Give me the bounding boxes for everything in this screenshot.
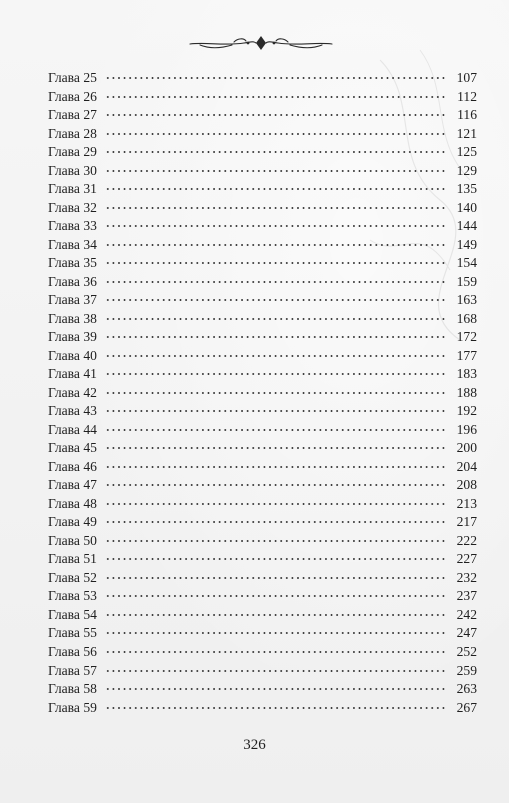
toc-entry-page: 125 <box>456 144 477 160</box>
toc-entry-page: 172 <box>456 329 477 345</box>
dot-leader <box>105 540 445 542</box>
dot-leader <box>105 651 445 653</box>
toc-entry-title: Глава 33 <box>48 218 97 234</box>
toc-entry <box>48 310 477 329</box>
toc-entry-page: 183 <box>456 366 477 382</box>
dot-leader <box>105 133 445 135</box>
toc-entry <box>48 402 477 421</box>
toc-entry-page: 177 <box>456 347 477 363</box>
dot-leader <box>105 207 445 209</box>
toc-entry <box>48 291 477 310</box>
toc-entry-page: 159 <box>456 273 477 289</box>
page-number: 326 <box>243 737 266 753</box>
toc-entry-title: Глава 59 <box>48 699 97 715</box>
toc-entry-title: Глава 48 <box>48 495 97 511</box>
toc-entry-title: Глава 27 <box>48 107 97 123</box>
toc-entry <box>48 106 477 125</box>
dot-leader <box>105 410 445 412</box>
toc-entry-page: 213 <box>456 495 477 511</box>
toc-entry <box>48 587 477 606</box>
toc-entry <box>48 180 477 199</box>
toc-entry-title: Глава 28 <box>48 125 97 141</box>
dot-leader <box>105 688 445 690</box>
toc-entry <box>48 365 477 384</box>
toc-entry <box>48 699 477 718</box>
toc-entry-page: 242 <box>456 606 477 622</box>
toc-entry-page: 168 <box>456 310 477 326</box>
toc-entry-page: 163 <box>456 292 477 308</box>
table-of-contents <box>48 69 477 717</box>
toc-entry-page: 259 <box>456 662 477 678</box>
toc-entry-title: Глава 42 <box>48 384 97 400</box>
toc-entry-title: Глава 41 <box>48 366 97 382</box>
toc-entry <box>48 569 477 588</box>
toc-entry-title: Глава 58 <box>48 681 97 697</box>
dot-leader <box>105 281 445 283</box>
toc-entry-page: 196 <box>456 421 477 437</box>
dot-leader <box>105 170 445 172</box>
dot-leader <box>105 244 445 246</box>
dot-leader <box>105 558 445 560</box>
toc-entry-title: Глава 26 <box>48 88 97 104</box>
toc-entry <box>48 143 477 162</box>
toc-entry-page: 222 <box>456 532 477 548</box>
toc-entry <box>48 439 477 458</box>
toc-entry-title: Глава 50 <box>48 532 97 548</box>
toc-entry <box>48 162 477 181</box>
dot-leader <box>105 151 445 153</box>
toc-entry-page: 217 <box>456 514 477 530</box>
toc-entry <box>48 273 477 292</box>
toc-entry-title: Глава 49 <box>48 514 97 530</box>
toc-entry <box>48 254 477 273</box>
toc-entry-title: Глава 25 <box>48 70 97 85</box>
dot-leader <box>105 188 445 190</box>
toc-entry <box>48 88 477 107</box>
dot-leader <box>105 521 445 523</box>
toc-entry-page: 192 <box>456 403 477 419</box>
dot-leader <box>105 447 445 449</box>
toc-entry-title: Глава 52 <box>48 569 97 585</box>
toc-entry-page: 204 <box>456 458 477 474</box>
toc-entry <box>48 217 477 236</box>
toc-entry <box>48 421 477 440</box>
toc-entry-title: Глава 38 <box>48 310 97 326</box>
toc-entry-page: 227 <box>456 551 477 567</box>
toc-entry-title: Глава 51 <box>48 551 97 567</box>
dot-leader <box>105 373 445 375</box>
toc-entry-page: 252 <box>456 643 477 659</box>
toc-entry-page: 135 <box>456 181 477 197</box>
toc-entry-page: 112 <box>457 88 477 104</box>
toc-entry <box>48 384 477 403</box>
toc-entry-title: Глава 35 <box>48 255 97 271</box>
toc-entry-page: 247 <box>456 625 477 641</box>
toc-entry-page: 232 <box>456 569 477 585</box>
toc-entry-title: Глава 30 <box>48 162 97 178</box>
dot-leader <box>105 318 445 320</box>
toc-entry-title: Глава 43 <box>48 403 97 419</box>
dot-leader <box>105 670 445 672</box>
toc-entry <box>48 662 477 681</box>
dot-leader <box>105 96 445 98</box>
dot-leader <box>105 77 445 79</box>
dot-leader <box>105 577 445 579</box>
toc-entry <box>48 550 477 569</box>
toc-entry <box>48 513 477 532</box>
toc-entry-page: 140 <box>456 199 477 215</box>
flourish-divider-icon <box>186 33 336 53</box>
toc-entry-page: 107 <box>456 70 477 85</box>
toc-entry-title: Глава 31 <box>48 181 97 197</box>
toc-entry-title: Глава 36 <box>48 273 97 289</box>
dot-leader <box>105 429 445 431</box>
toc-entry-title: Глава 46 <box>48 458 97 474</box>
toc-entry-page: 208 <box>456 477 477 493</box>
toc-entry-title: Глава 45 <box>48 440 97 456</box>
toc-entry <box>48 624 477 643</box>
toc-entry <box>48 476 477 495</box>
dot-leader <box>105 707 445 709</box>
toc-entry-title: Глава 47 <box>48 477 97 493</box>
toc-entry-title: Глава 44 <box>48 421 97 437</box>
toc-entry <box>48 495 477 514</box>
toc-entry <box>48 606 477 625</box>
toc-entry-title: Глава 29 <box>48 144 97 160</box>
toc-entry-page: 121 <box>456 125 477 141</box>
toc-entry-page: 237 <box>456 588 477 604</box>
dot-leader <box>105 355 445 357</box>
dot-leader <box>105 595 445 597</box>
toc-entry <box>48 125 477 144</box>
toc-entry-page: 263 <box>456 681 477 697</box>
dot-leader <box>105 484 445 486</box>
toc-entry-page: 144 <box>456 218 477 234</box>
dot-leader <box>105 299 445 301</box>
toc-entry <box>48 328 477 347</box>
toc-entry-title: Глава 54 <box>48 606 97 622</box>
toc-entry-title: Глава 37 <box>48 292 97 308</box>
toc-entry <box>48 458 477 477</box>
toc-entry-page: 267 <box>456 699 477 715</box>
toc-entry <box>48 532 477 551</box>
dot-leader <box>105 614 445 616</box>
toc-entry <box>48 199 477 218</box>
dot-leader <box>105 225 445 227</box>
toc-entry-page: 154 <box>456 255 477 271</box>
dot-leader <box>105 632 445 634</box>
toc-entry <box>48 69 477 88</box>
dot-leader <box>105 503 445 505</box>
dot-leader <box>105 262 445 264</box>
dot-leader <box>105 336 445 338</box>
toc-entry-title: Глава 56 <box>48 643 97 659</box>
toc-entry-page: 116 <box>457 107 477 123</box>
toc-entry-title: Глава 40 <box>48 347 97 363</box>
toc-entry <box>48 643 477 662</box>
toc-entry-title: Глава 39 <box>48 329 97 345</box>
toc-entry-title: Глава 34 <box>48 236 97 252</box>
toc-entry-page: 200 <box>456 440 477 456</box>
dot-leader <box>105 392 445 394</box>
toc-entry-title: Глава 57 <box>48 662 97 678</box>
toc-entry <box>48 236 477 255</box>
toc-entry-page: 188 <box>456 384 477 400</box>
toc-entry-page: 129 <box>456 162 477 178</box>
toc-entry-title: Глава 55 <box>48 625 97 641</box>
toc-entry <box>48 680 477 699</box>
toc-entry-title: Глава 53 <box>48 588 97 604</box>
toc-entry-page: 149 <box>456 236 477 252</box>
toc-entry-title: Глава 32 <box>48 199 97 215</box>
dot-leader <box>105 466 445 468</box>
dot-leader <box>105 114 445 116</box>
toc-entry <box>48 347 477 366</box>
